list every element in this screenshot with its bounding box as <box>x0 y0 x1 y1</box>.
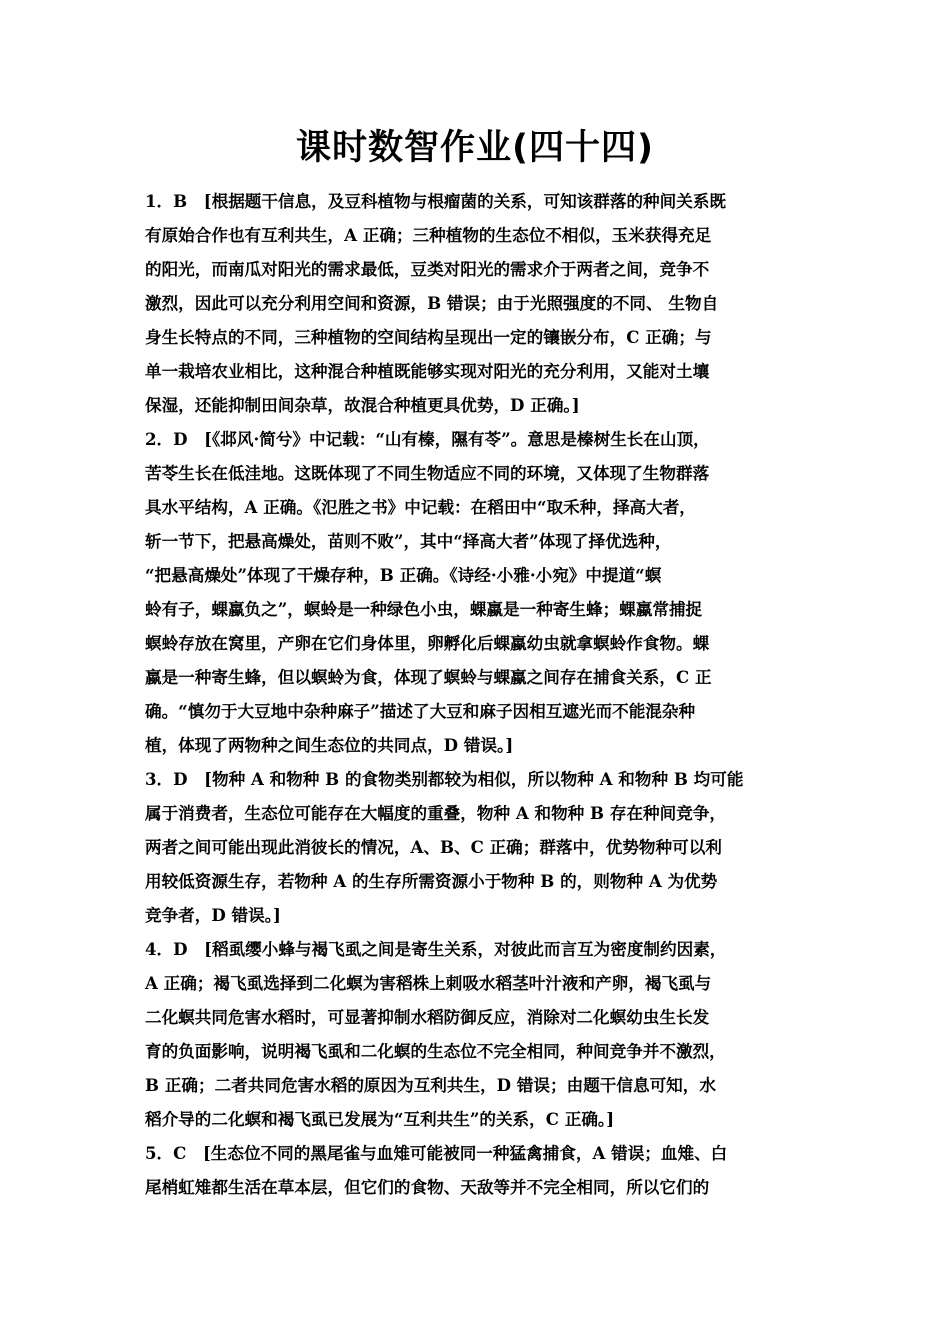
answer-line: 蛉有子，蜾蠃负之”，螟蛉是一种绿色小虫，蜾蠃是一种寄生蜂；蜾蠃常捕捉 <box>145 599 703 619</box>
answer-line: 螟蛉存放在窝里，产卵在它们身体里，卵孵化后蜾蠃幼虫就拿螟蛉作食物。蜾 <box>145 633 710 653</box>
answer-line: 激烈，因此可以充分利用空间和资源，B 错误；由于光照强度的不同、 生物自 <box>145 293 719 313</box>
answer-line: 5．C [生态位不同的黑尾雀与血雉可能被同一种猛禽捕食，A 错误；血雉、白 <box>145 1143 728 1163</box>
answer-line: 用较低资源生存，若物种 A 的生存所需资源小于物种 B 的，则物种 A 为优势 <box>145 871 718 891</box>
answer-line: 苦苓生长在低洼地。这既体现了不同生物适应不同的环境，又体现了生物群落 <box>145 463 710 483</box>
page-title: 课时数智作业(四十四) <box>296 128 654 168</box>
answer-line: 尾梢虹雉都生活在草本层，但它们的食物、天敌等并不完全相同，所以它们的 <box>145 1177 710 1197</box>
answer-line: 1．B [根据题干信息，及豆科植物与根瘤菌的关系，可知该群落的种间关系既 <box>145 191 727 211</box>
answer-line: B 正确；二者共同危害水稻的原因为互利共生，D 错误；由题干信息可知，水 <box>145 1075 716 1095</box>
answer-4 <box>145 932 812 1136</box>
answer-line: 单一栽培农业相比，这种混合种植既能够实现对阳光的充分利用，又能对土壤 <box>145 361 710 381</box>
answer-line: 2．D [《邶风·简兮》中记载：“山有榛，隰有苓”。意思是榛树生长在山顶， <box>145 429 710 449</box>
answer-line: 二化螟共同危害水稻时，可显著抑制水稻防御反应，消除对二化螟幼虫生长发 <box>145 1007 710 1027</box>
answer-3 <box>145 762 812 932</box>
answer-line: 斩一节下，把悬高燥处，苗则不败”，其中“择高大者”体现了择优选种， <box>145 531 672 551</box>
answer-line: 稻介导的二化螟和褐飞虱已发展为“互利共生”的关系，C 正确。] <box>145 1109 615 1129</box>
answer-line: 植，体现了两物种之间生态位的共同点，D 错误。] <box>145 735 514 755</box>
answer-line: 竞争者，D 错误。] <box>145 905 281 925</box>
answer-line: 保湿，还能抑制田间杂草，故混合种植更具优势，D 正确。] <box>145 395 580 415</box>
answer-line: 的阳光，而南瓜对阳光的需求最低，豆类对阳光的需求介于两者之间，竞争不 <box>145 259 710 279</box>
answer-line: 有原始合作也有互利共生，A 正确；三种植物的生态位不相似，玉米获得充足 <box>145 225 712 245</box>
answer-5 <box>145 1136 812 1204</box>
answer-line: 育的负面影响，说明褐飞虱和二化螟的生态位不完全相同，种间竞争并不激烈， <box>145 1041 726 1061</box>
answer-line: “把悬高燥处”体现了干燥存种，B 正确。《诗经·小雅·小宛》中提道“螟 <box>145 565 662 585</box>
answer-2 <box>145 422 812 762</box>
answer-line: 两者之间可能出现此消彼长的情况，A、B、C 正确；群落中，优势物种可以利 <box>145 837 722 857</box>
answer-line: 确。“慎勿于大豆地中杂种麻子”描述了大豆和麻子因相互遮光而不能混杂种 <box>145 701 696 721</box>
answer-line: 属于消费者，生态位可能存在大幅度的重叠，物种 A 和物种 B 存在种间竞争， <box>145 803 727 823</box>
answer-line: 3．D [物种 A 和物种 B 的食物类别都较为相似，所以物种 A 和物种 B 均可能 <box>145 769 744 789</box>
answer-line: 具水平结构，A 正确。《氾胜之书》中记载：在稻田中“取禾种，择高大者， <box>145 497 696 517</box>
answer-list <box>145 184 812 1204</box>
answer-1 <box>145 184 812 422</box>
answer-line: 蠃是一种寄生蜂，但以螟蛉为食，体现了螟蛉与蜾蠃之间存在捕食关系，C 正 <box>145 667 712 687</box>
answer-line: 4．D [稻虱缨小蜂与褐飞虱之间是寄生关系，对彼此而言互为密度制约因素， <box>145 939 727 959</box>
answer-line: 身生长特点的不同，三种植物的空间结构呈现出一定的镶嵌分布，C 正确；与 <box>145 327 712 347</box>
answer-line: A 正确；褐飞虱选择到二化螟为害稻株上刺吸水稻茎叶汁液和产卵，褐飞虱与 <box>145 973 712 993</box>
